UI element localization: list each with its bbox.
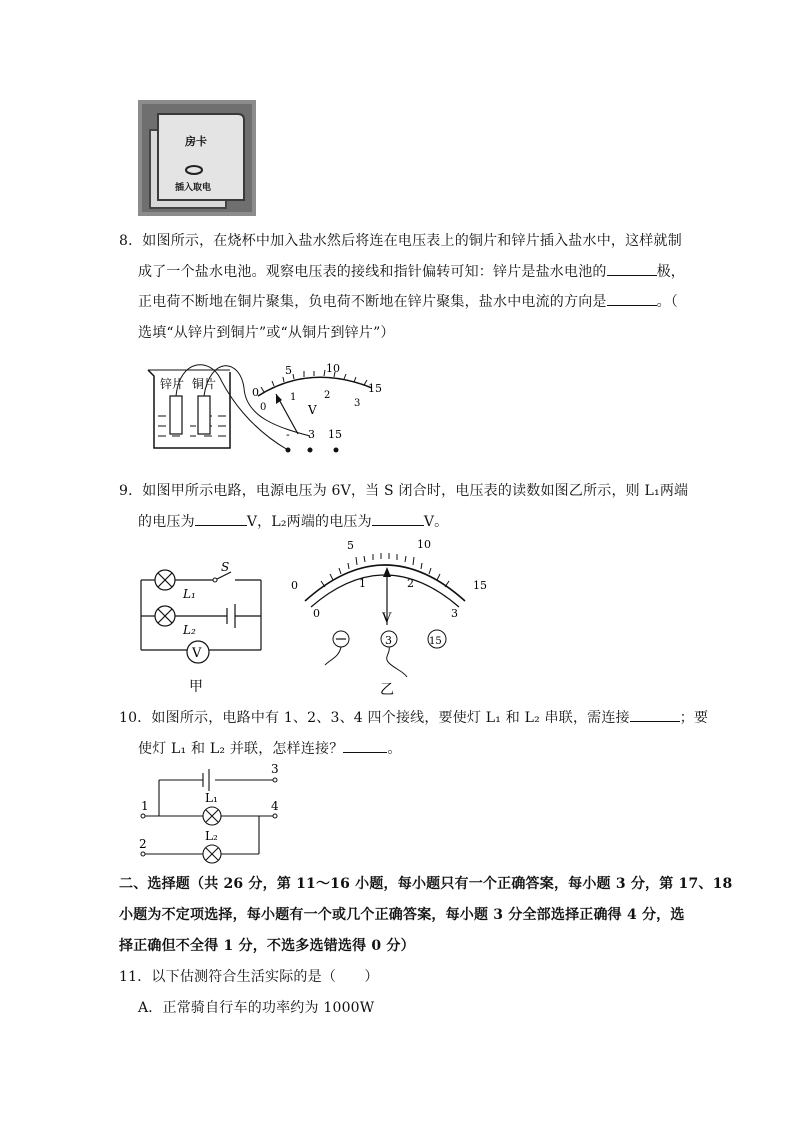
q8-figure <box>140 358 390 462</box>
zinc-label: 锌片 <box>160 377 185 391</box>
section2-line1: 二、选择题（共 26 分，第 11～16 小题，每小题只有一个正确答案，每小题 3 分，第 17、18 <box>119 876 733 892</box>
q10-text: ；要 <box>679 710 709 726</box>
tick-label: 0 <box>313 607 320 620</box>
terminal-1-label: 1 <box>141 799 149 813</box>
lamp-l1-label: L₁ <box>205 791 218 805</box>
tick-label: 15 <box>473 579 487 592</box>
q8-line4: 选填“从锌片到铜片”或“从铜片到锌片”） <box>138 325 395 341</box>
switch-label: S <box>221 560 230 574</box>
unit-label: V <box>382 611 392 626</box>
q10-circuit-figure <box>135 760 295 874</box>
section2-line3: 择正确但不全得 1 分，不选多选错选得 0 分） <box>119 938 415 954</box>
terminal-4-label: 4 <box>271 799 279 813</box>
q10-text: 使灯 L₁ 和 L₂ 并联，怎样连接？ <box>138 741 344 757</box>
q11-option-a[interactable]: A．正常骑自行车的功率约为 1000W <box>138 1000 375 1016</box>
q10-blank-1[interactable] <box>630 707 680 722</box>
q9-voltmeter-figure <box>285 535 495 701</box>
room-card-image <box>138 100 256 216</box>
q9-text: V，L₂两端的电压为 <box>246 514 372 530</box>
lamp-l2-label: L₂ <box>183 623 196 637</box>
copper-label: 铜片 <box>192 377 217 391</box>
q8-text: 正电荷不断地在铜片聚集，负电荷不断地在锌片聚集，盐水中电流的方向是 <box>138 294 607 310</box>
tick-label: 2 <box>407 577 414 590</box>
tick-label: 5 <box>285 364 292 377</box>
q9-line1: 9．如图甲所示电路，电源电压为 6V，当 S 闭合时，电压表的读数如图乙所示，则 L₁两端 <box>119 483 689 499</box>
tick-label: 10 <box>417 538 431 551</box>
q10-text: 10．如图所示，电路中有 1、2、3、4 四个接线，要使灯 L₁ 和 L₂ 串联，需连接 <box>119 710 630 726</box>
tick-label: 15 <box>368 382 382 395</box>
q10-text: 。 <box>387 741 402 757</box>
tick-label: 1 <box>290 392 297 403</box>
terminal-label: - <box>286 428 290 441</box>
unit-label: V <box>308 403 317 417</box>
q8-blank-1[interactable] <box>607 261 657 276</box>
figure-caption-jia: 甲 <box>189 679 203 695</box>
tick-label: 1 <box>359 577 366 590</box>
q10-line1 <box>119 707 708 727</box>
terminal-2-label: 2 <box>139 837 147 851</box>
q8-text: 。（ <box>656 294 679 310</box>
q11-stem: 11．以下估测符合生活实际的是（ ） <box>119 969 379 985</box>
figure-caption-yi: 乙 <box>380 682 394 697</box>
q9-circuit-figure <box>135 560 275 704</box>
q9-blank-2[interactable] <box>372 511 424 526</box>
tick-label: 10 <box>326 362 340 375</box>
tick-label: 3 <box>451 607 458 620</box>
section2-line2: 小题为不定项选择，每小题有一个或几个正确答案，每小题 3 分全部选择正确得 4 分，选 <box>119 907 685 923</box>
q9-line2 <box>138 511 448 531</box>
q8-line1: 8．如图所示，在烧杯中加入盐水然后将连在电压表上的铜片和锌片插入盐水中，这样就制 <box>119 233 682 249</box>
q8-text: 极， <box>656 264 686 280</box>
voltmeter-symbol: V <box>192 646 202 661</box>
q10-blank-2[interactable] <box>343 738 387 753</box>
lamp-l1-label: L₁ <box>183 587 196 601</box>
tick-label: 0 <box>260 402 267 413</box>
q9-text: V。 <box>423 514 449 530</box>
q8-text: 成了一个盐水电池。观察电压表的接线和指针偏转可知：锌片是盐水电池的 <box>138 264 607 280</box>
tick-label: 2 <box>324 390 331 401</box>
terminal-label: 15 <box>328 428 342 441</box>
terminal-3-label: 3 <box>271 762 279 776</box>
q8-blank-2[interactable] <box>607 291 657 306</box>
lamp-l2-label: L₂ <box>205 829 218 843</box>
tick-label: 0 <box>252 386 259 399</box>
q8-line3 <box>138 291 678 311</box>
terminal-label: 3 <box>385 634 392 647</box>
tick-label: 3 <box>354 398 361 409</box>
q9-text: 的电压为 <box>138 514 195 530</box>
tick-label: 0 <box>291 579 298 592</box>
terminal-label: 3 <box>308 428 315 441</box>
card-caption: 插入取电 <box>174 183 212 193</box>
tick-label: 5 <box>347 539 354 552</box>
q10-line2 <box>138 738 402 758</box>
q8-line2 <box>138 261 685 281</box>
q9-blank-1[interactable] <box>195 511 247 526</box>
card-label: 房卡 <box>185 135 207 148</box>
terminal-label: 15 <box>429 636 442 647</box>
